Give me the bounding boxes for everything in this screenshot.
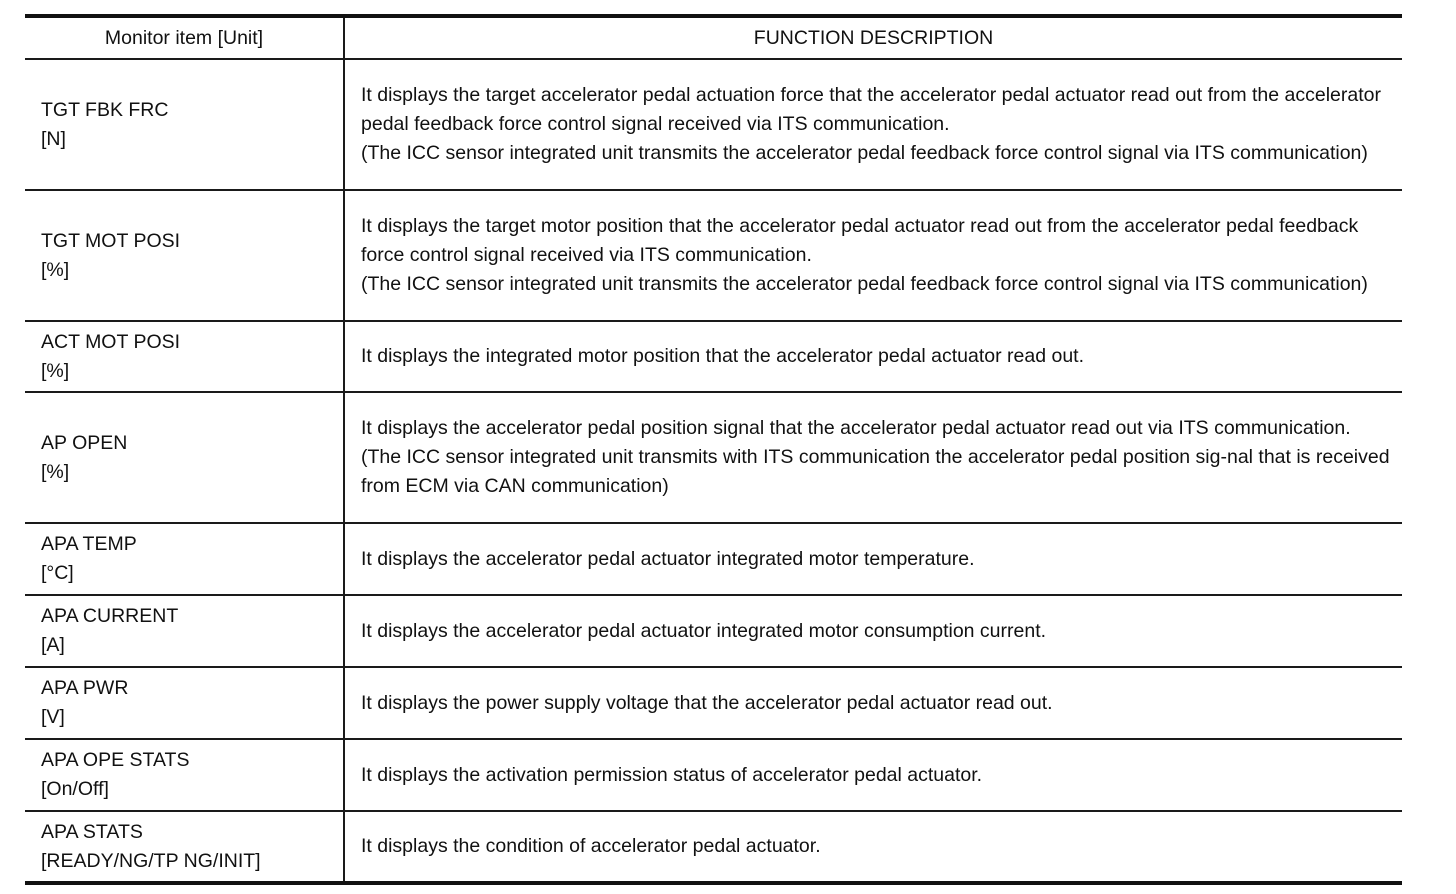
- monitor-item-unit: [N]: [41, 127, 66, 150]
- monitor-item-cell: [25, 595, 344, 667]
- column-header-monitor-item: Monitor item [Unit]: [25, 16, 344, 59]
- monitor-item-unit: [°C]: [41, 562, 74, 584]
- function-description: It displays the target accelerator pedal actuation force that the accelerator pedal actuator read out from the accelerator pedal feedback force control signal received via ITS communication.: [361, 84, 1381, 135]
- function-description-note: (The ICC sensor integrated unit transmits the accelerator pedal feedback force control signal via ITS communication): [361, 273, 1368, 295]
- table-row: [25, 811, 1402, 883]
- function-description: It displays the accelerator pedal actuator integrated motor temperature.: [361, 547, 975, 570]
- monitor-item-unit: [READY/NG/TP NG/INIT]: [41, 849, 261, 872]
- function-description-cell: [344, 739, 1402, 811]
- function-description-cell: [344, 811, 1402, 883]
- monitor-item-unit: [A]: [41, 634, 65, 656]
- monitor-item-unit: [%]: [41, 258, 70, 281]
- monitor-item-cell: [25, 811, 344, 883]
- monitor-item-name: TGT FBK FRC: [41, 98, 169, 121]
- monitor-item-unit: [On/Off]: [41, 778, 109, 800]
- table-header-row: [25, 16, 1402, 59]
- table-row: [25, 59, 1402, 190]
- function-description-note: (The ICC sensor integrated unit transmits with ITS communication the accelerator pedal position sig-nal that is received from ECM via CAN communication): [361, 446, 1390, 497]
- function-description: It displays the target motor position that the accelerator pedal actuator read out from the accelerator pedal feedback force control signal received via ITS communication.: [361, 215, 1359, 266]
- table-row: [25, 739, 1402, 811]
- function-description-cell: [344, 595, 1402, 667]
- function-description: It displays the integrated motor position that the accelerator pedal actuator read out.: [361, 345, 1085, 367]
- monitor-item-name: APA TEMP: [41, 533, 137, 555]
- function-description: It displays the condition of accelerator pedal actuator.: [361, 835, 821, 857]
- monitor-item-name: APA OPE STATS: [41, 749, 190, 771]
- function-description-cell: [344, 321, 1402, 392]
- function-description-cell: [344, 667, 1402, 739]
- monitor-item-cell: [25, 739, 344, 811]
- table-row: [25, 190, 1402, 321]
- monitor-item-name: APA STATS: [41, 820, 143, 843]
- monitor-item-cell: [25, 321, 344, 392]
- function-description-cell: [344, 523, 1402, 595]
- function-description-cell: [344, 59, 1402, 190]
- function-description: It displays the accelerator pedal position signal that the accelerator pedal actuator read out via ITS communication.: [361, 417, 1351, 439]
- function-description-cell: [344, 392, 1402, 523]
- monitor-item-name: APA CURRENT: [41, 605, 179, 627]
- function-description: It displays the accelerator pedal actuator integrated motor consumption current.: [361, 619, 1047, 642]
- monitor-item-name: TGT MOT POSI: [41, 229, 181, 252]
- table-row: [25, 595, 1402, 667]
- monitor-item-unit: [V]: [41, 706, 65, 728]
- monitor-item-name: ACT MOT POSI: [41, 330, 181, 353]
- monitor-item-name: APA PWR: [41, 677, 129, 699]
- table-row: [25, 321, 1402, 392]
- monitor-item-cell: [25, 59, 344, 190]
- monitor-item-cell: [25, 190, 344, 321]
- monitor-item-name: AP OPEN: [41, 431, 128, 454]
- monitor-item-cell: [25, 523, 344, 595]
- table-row: [25, 667, 1402, 739]
- function-description: It displays the activation permission status of accelerator pedal actuator.: [361, 763, 983, 786]
- table-row: [25, 392, 1402, 523]
- monitor-item-cell: [25, 392, 344, 523]
- monitor-item-table: [25, 14, 1402, 885]
- function-description-cell: [344, 190, 1402, 321]
- monitor-item-cell: [25, 667, 344, 739]
- function-description: It displays the power supply voltage that the accelerator pedal actuator read out.: [361, 691, 1053, 714]
- monitor-item-unit: [%]: [41, 359, 70, 382]
- table-row: [25, 523, 1402, 595]
- column-header-function-description: FUNCTION DESCRIPTION: [344, 16, 1402, 59]
- function-description-note: (The ICC sensor integrated unit transmits the accelerator pedal feedback force control signal via ITS communication): [361, 142, 1368, 164]
- monitor-item-unit: [%]: [41, 460, 70, 483]
